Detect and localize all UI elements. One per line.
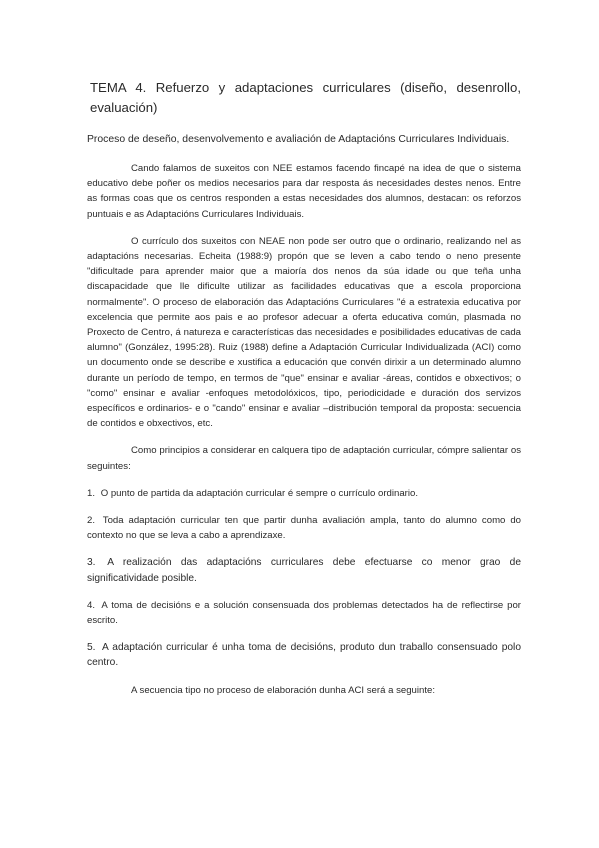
closing-paragraph: A secuencia tipo no proceso de elaboración dunha ACI será a seguinte: <box>131 684 436 696</box>
document-title: TEMA 4. Refuerzo y adaptaciones curriculares (diseño, desenrollo, evaluación) <box>90 80 521 115</box>
paragraph-2: O currículo dos suxeitos con NEAE non pode ser outro que o ordinario, realizando nel as adaptacións necesarias. Echeita (1988:9) propón que se leven a cabo tendo o neno presente "dificultade para aprender maior que a maioría dos nenos da súa idade ou que teña unha discapacidade que lle dificulte utilizar as facilidades educativas que a escola proporciona normalmente". O proceso de elaboración das Adaptacións Curriculares "é a estratexia educativa por excelencia que permite aos pais e ao profesor adecuar a oferta educativa común, plasmada no Proxecto de Centro, á natureza e características das necesidades e posibilidades educativas de cada alumno" (González, 1995:28). Ruiz (1988) define a Adaptación Curricular Individualizada (ACI) como un documento onde se describe e xustifica a educación que convén dirixir a un determinado alumno durante un período de tempo, en termos de "que" ensinar e avaliar -áreas, contidos e obxectivos; o "como" ensinar e avaliar -enfoques metodolóxicos, tipo, periodicidade e duración dos servizos específicos e ordinarios- e o "cando" ensinar e avaliar –distribución temporal da proposta: secuencia de contidos e obxectivos, etc. <box>87 235 521 430</box>
list-item-number: 4. <box>87 599 96 611</box>
paragraph-1: Cando falamos de suxeitos con NEE estamos facendo fincapé na idea de que o sistema educativo debe poñer os medios necesarios para dar resposta ás necesidades destes nenos. Entre as formas coas que os centros responden a estas necesidades dos alumnos, destacan: os reforzos puntuais e as Adaptacións Curriculares Individuais. <box>87 163 521 220</box>
list-item-text: A adaptación curricular é unha toma de decisións, produto dun traballo consensuado polo centro. <box>87 642 521 669</box>
list-item-1 <box>87 486 521 501</box>
list-item-4 <box>87 598 521 628</box>
section-subtitle: Proceso de deseño, desenvolvemento e avaliación de Adaptacións Curriculares Individuais. <box>87 134 510 145</box>
list-item-number: 5. <box>87 642 96 654</box>
list-item-3 <box>87 555 521 585</box>
list-item-number: 2. <box>87 515 96 527</box>
list-item-2 <box>87 513 521 543</box>
list-item-number: 1. <box>87 487 96 499</box>
list-item-text: A toma de decisións e a solución consensuada dos problemas detectados ha de reflectirse por escrito. <box>87 599 521 627</box>
paragraph-3: Como principios a considerar en calquera tipo de adaptación curricular, cómpre salientar os seguintes: <box>87 445 521 472</box>
list-item-text: O punto de partida da adaptación curricular é sempre o currículo ordinario. <box>100 487 418 499</box>
list-item-text: A realización das adaptacións curriculares debe efectuarse co menor grao de significatividade posible. <box>87 557 521 584</box>
list-item-text: Toda adaptación curricular ten que partir dunha avaliación ampla, tanto do alumno como do contexto no que se leva a cabo a aprendizaxe. <box>87 515 521 542</box>
list-item-5 <box>87 640 521 670</box>
list-item-number: 3. <box>87 557 96 569</box>
